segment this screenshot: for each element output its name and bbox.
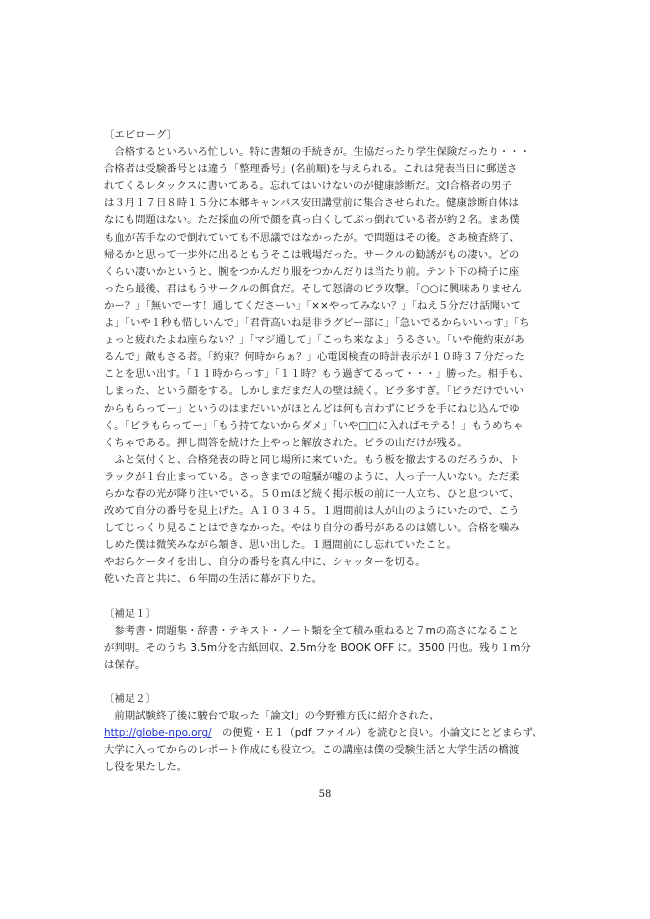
paragraph-line: 改めて自分の番号を見上げた。Ａ１０３４５。１週間前は人が山のようにいたので、こう: [104, 505, 520, 518]
paragraph-line: くちゃである。押し問答を続けた上やっと解放された。ビラの山だけが残る。: [104, 436, 468, 449]
epilogue-text: [104, 144, 548, 588]
paragraph-line: ふと気付くと、合格発表の時と同じ場所に来ていた。もう板を撤去するのだろうか、ト: [104, 453, 520, 466]
paragraph-line: く。「ビラもらってー」「もう持てないからダメ」「いや□□に入ればモテる！」もうめちゃ: [104, 419, 524, 432]
supplement1-text: [104, 623, 548, 674]
paragraph-line: なにも問題はない。ただ採血の所で顔を真っ白くしてぶっ倒れている者が約２名。まあ僕: [104, 214, 520, 227]
paragraph-line: らかな春の光が降り注いでいる。５０ｍほど続く掲示板の前に一人立ち、ひと息ついて、: [104, 487, 520, 500]
epilogue-heading: 〔エピローグ〕: [104, 129, 178, 141]
paragraph-line: くらい凄いかというと、腕をつかんだり服をつかんだりは当たり前。テント下の椅子に座: [104, 265, 520, 278]
paragraph-line: が判明。そのうち 3.5m分を古紙回収、2.5m分を BOOK OFF に。3500 円也。残り１m分: [104, 641, 531, 654]
document-body: [104, 127, 548, 777]
supplement2-heading: 〔補足２〕: [104, 693, 156, 706]
paragraph-line: しまった、という顔をする。しかしまだまだ人の壁は続く。ビラ多すぎ。「ビラだけでいい: [104, 385, 525, 398]
paragraph-line: 合格するといろいろ忙しい。特に書類の手続きが。生協だったり学生保険だったり・・・: [104, 146, 531, 159]
paragraph-line: 合格者は受験番号とは違う「整理番号」(名前順)を与えられる。これは発表当日に郵送さ: [104, 163, 518, 176]
paragraph-line: [104, 725, 548, 742]
paragraph-line: も血が苦手なので倒れていても不思議ではなかったが。で問題はその後。さあ検査終了、: [104, 231, 520, 244]
paragraph-line: しめた僕は微笑みながら頷き、思い出した。１週間前にし忘れていたこと。: [104, 539, 457, 552]
paragraph-line: 乾いた音と共に、６年間の生活に幕が下りた。: [104, 573, 323, 586]
paragraph-line: ったら最後、君はもうサークルの餌食だ。そして怒濤のビラ攻撃。「○○に興味ありません: [104, 282, 522, 295]
paragraph-line: し役を果たした。: [104, 761, 188, 774]
globe-npo-link[interactable]: http://globe-npo.org/: [104, 727, 212, 740]
supplement1-heading: 〔補足１〕: [104, 607, 156, 620]
paragraph-line: るんで」敵もさる者。「約束？何時からぁ？」心電図検査の時計表示が１０時３７分だった: [104, 351, 525, 364]
paragraph-line: は保存。: [104, 658, 146, 671]
paragraph-line: ょっと疲れたよね座らない？」「マジ通して」「こっち来なよ」うるさい。「いや俺約束があ: [104, 334, 525, 347]
paragraph-line: かー？」「無いでーす！通してくださーい」「××やってみない？」「ねえ５分だけ話聞いて: [104, 299, 521, 312]
supplement2-text: [104, 708, 548, 776]
paragraph-line: 帰るかと思って一歩外に出るともうそこは戦場だった。サークルの勧誘がもの凄い。どの: [104, 248, 520, 261]
paragraph-line: れてくるレタックスに書いてある。忘れてはいけないのが健康診断だ。文Ⅰ合格者の男子: [104, 180, 512, 193]
paragraph-line: は３月１７日８時１５分に本郷キャンパス安田講堂前に集合させられた。健康診断自体は: [104, 197, 519, 210]
paragraph-line: ラックが１台止まっている。さっきまでの喧騒が嘘のように、人っ子一人いない。ただ柔: [104, 470, 520, 483]
paragraph-line: ことを思い出す。「１１時からっす」「１１時？もう過ぎてるって・・・」勝った。相手も、: [104, 368, 530, 381]
paragraph-line: 大学に入ってからのレポート作成にも役立つ。この講座は僕の受験生活と大学生活の橋渡: [104, 744, 520, 757]
paragraph-line: 参考書・問題集・辞書・テキスト・ノート類を全て積み重ねると７mの高さになること: [104, 624, 519, 637]
link-trailing-text: の便覧・Ｅ１（pdf ファイル）を読むと良い。小論文にとどまらず、: [211, 727, 543, 740]
paragraph-line: やおらケータイを出し、自分の番号を真ん中に、シャッターを切る。: [104, 556, 426, 569]
paragraph-line: 前期試験終了後に駿台で取った「論文Ⅰ」の今野雅方氏に紹介された、: [104, 710, 440, 723]
paragraph-line: してじっくり見ることはできなかった。やはり自分の番号があるのは嬉しい。合格を噛み: [104, 522, 520, 535]
paragraph-line: よ」「いや１秒も惜しいんで」「君背高いね是非ラグビー部に」「急いでるからいいっす」「ち: [104, 317, 530, 330]
paragraph-line: からもらってー」というのはまだいいがほとんどは何も言わずにビラを手にねじ込んでゆ: [104, 402, 520, 415]
page-number: 58: [318, 789, 332, 800]
